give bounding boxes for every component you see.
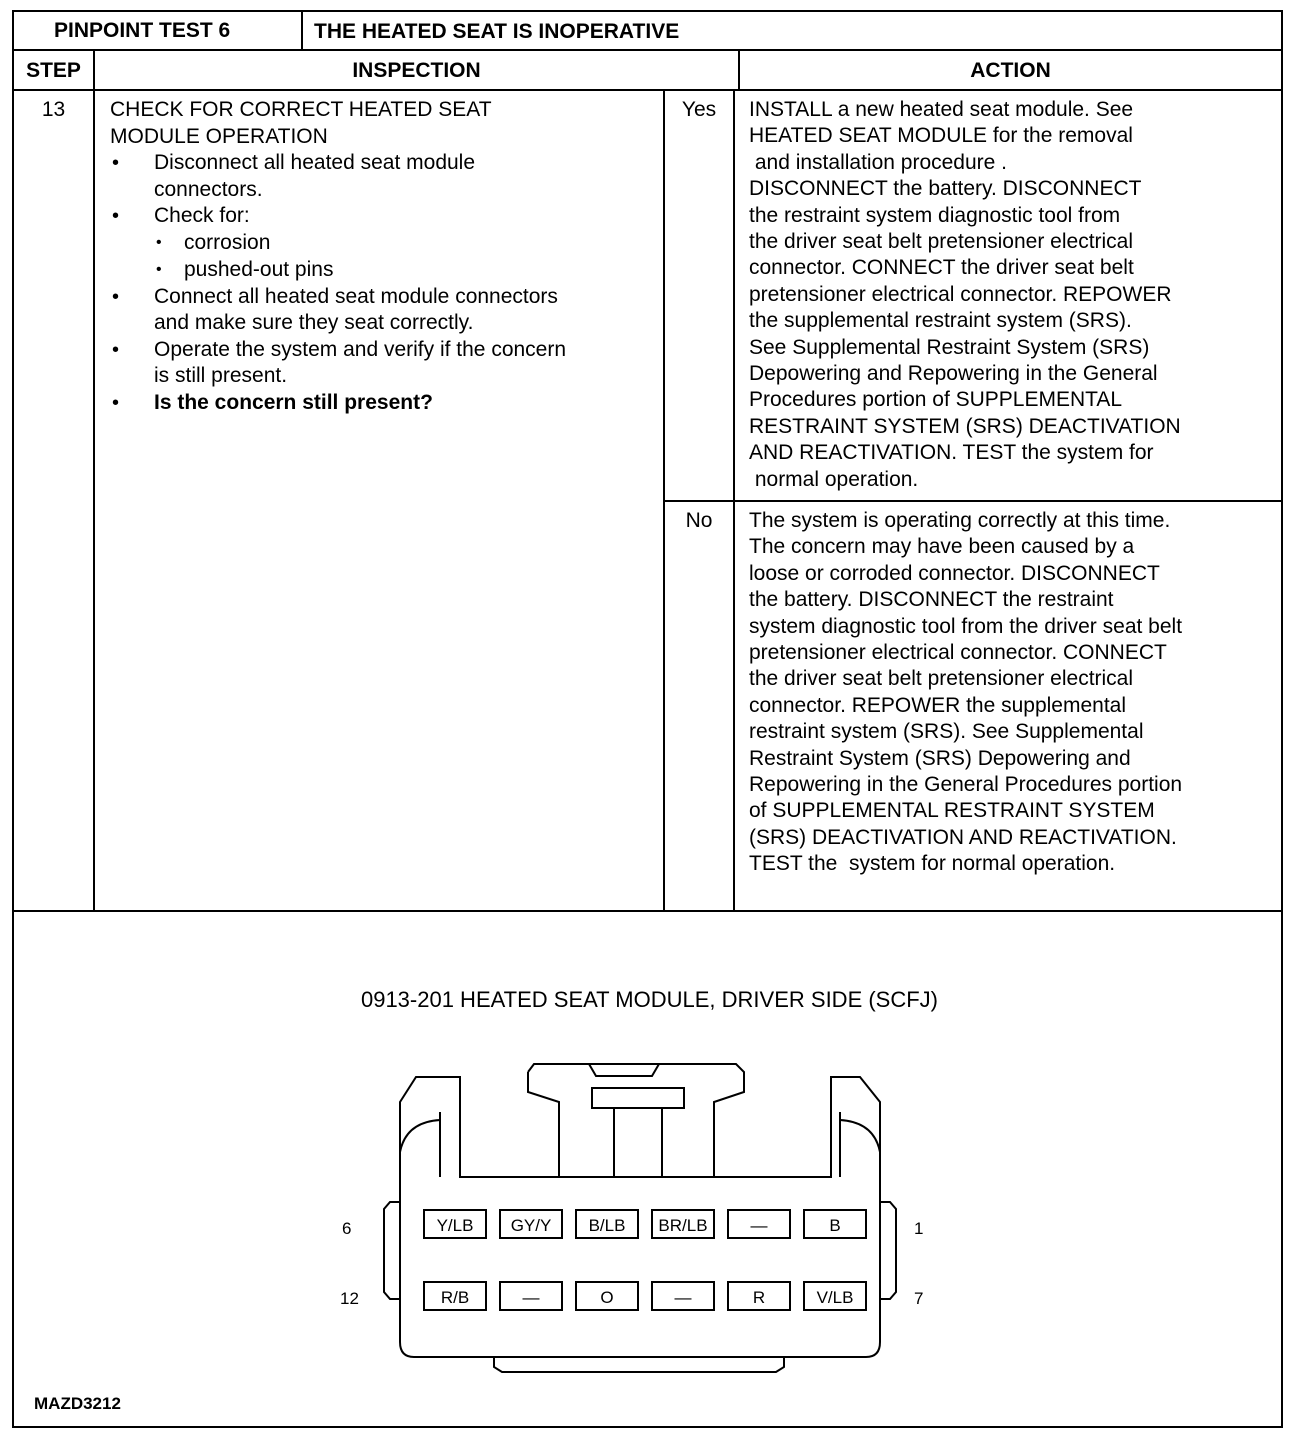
sub-bullet-dot: • bbox=[156, 261, 162, 278]
latch-outline bbox=[528, 1064, 744, 1177]
pin-wire-color: — bbox=[522, 1288, 540, 1307]
pin-number-1: 1 bbox=[914, 1219, 924, 1238]
no-label: No bbox=[685, 509, 713, 532]
action-line: RESTRAINT SYSTEM (SRS) DEACTIVATION bbox=[749, 414, 1181, 438]
action-line: Repowering in the General Procedures portion bbox=[749, 773, 1183, 797]
action-line: the driver seat belt pretensioner electrical bbox=[749, 230, 1134, 254]
action-line: system diagnostic tool from the driver seat belt bbox=[749, 614, 1183, 638]
right-bracket bbox=[880, 1202, 896, 1299]
right-curve bbox=[840, 1120, 880, 1152]
action-line: (SRS) DEACTIVATION AND REACTIVATION. bbox=[749, 825, 1177, 849]
pin-wire-color: BR/LB bbox=[658, 1216, 708, 1235]
pin-wire-color: R bbox=[752, 1288, 766, 1307]
action-line: Procedures portion of SUPPLEMENTAL bbox=[749, 388, 1123, 412]
action-line: HEATED SEAT MODULE for the removal bbox=[749, 124, 1133, 148]
action-line: of SUPPLEMENTAL RESTRAINT SYSTEM bbox=[749, 799, 1155, 823]
yes-label: Yes bbox=[681, 98, 717, 121]
action-line: The concern may have been caused by a bbox=[749, 535, 1135, 559]
bullet-text: Check for: bbox=[154, 204, 250, 227]
latch-tab bbox=[592, 1088, 684, 1108]
connector-caption: 0913-201 HEATED SEAT MODULE, DRIVER SIDE (SCFJ) bbox=[360, 987, 939, 1012]
action-line: the driver seat belt pretensioner electrical bbox=[749, 667, 1134, 691]
bullet-text: Connect all heated seat module connectors bbox=[154, 285, 558, 308]
action-line: pretensioner electrical connector. CONNECT bbox=[749, 641, 1167, 665]
left-curve bbox=[400, 1120, 440, 1152]
pin-wire-color: R/B bbox=[440, 1288, 470, 1307]
action-line: normal operation. bbox=[749, 467, 919, 491]
pin-wire-color: GY/Y bbox=[510, 1216, 552, 1235]
pin-wire-color: B/LB bbox=[588, 1216, 626, 1235]
connector-diagram bbox=[14, 12, 1281, 1430]
bullet-dot: • bbox=[112, 286, 120, 308]
bullet-dot: • bbox=[112, 339, 120, 361]
action-line: connector. REPOWER the supplemental bbox=[749, 693, 1127, 717]
bullet-text: and make sure they seat correctly. bbox=[154, 311, 474, 334]
bullet-dot: • bbox=[112, 152, 120, 174]
action-column-header: ACTION bbox=[970, 59, 1051, 82]
action-line: DISCONNECT the battery. DISCONNECT bbox=[749, 177, 1142, 201]
bullet-dot: • bbox=[112, 205, 120, 227]
sub-bullet-text: corrosion bbox=[184, 231, 271, 254]
pin-number-6: 6 bbox=[342, 1219, 352, 1238]
figure-id: MAZD3212 bbox=[34, 1394, 121, 1413]
pin-wire-color: — bbox=[750, 1216, 768, 1235]
bottom-key bbox=[494, 1357, 784, 1372]
question-text: Is the concern still present? bbox=[154, 391, 433, 414]
action-line: TEST the system for normal operation. bbox=[749, 852, 1116, 876]
action-line: and installation procedure . bbox=[749, 150, 1007, 174]
sub-bullet-dot: • bbox=[156, 234, 162, 251]
action-line: Depowering and Repowering in the General bbox=[749, 362, 1158, 386]
action-line: the supplemental restraint system (SRS). bbox=[749, 309, 1132, 333]
sub-bullet-text: pushed-out pins bbox=[184, 258, 334, 281]
action-line: See Supplemental Restraint System (SRS) bbox=[749, 335, 1150, 359]
action-line: restraint system (SRS). See Supplemental bbox=[749, 720, 1144, 744]
action-line: The system is operating correctly at this time. bbox=[749, 509, 1171, 532]
pin-wire-color: B bbox=[829, 1216, 841, 1235]
bullet-text: Operate the system and verify if the concern bbox=[154, 338, 567, 361]
bullet-text: is still present. bbox=[154, 364, 288, 387]
inspection-column-header: INSPECTION bbox=[352, 59, 481, 82]
inspection-title-line2: MODULE OPERATION bbox=[110, 125, 328, 148]
pin-wire-color: Y/LB bbox=[436, 1216, 474, 1235]
inspection-title-line1: CHECK FOR CORRECT HEATED SEAT bbox=[110, 98, 492, 121]
latch-notch bbox=[589, 1064, 659, 1076]
pinpoint-test-title: THE HEATED SEAT IS INOPERATIVE bbox=[314, 20, 680, 43]
action-line: INSTALL a new heated seat module. See bbox=[749, 98, 1134, 121]
action-line: connector. CONNECT the driver seat belt bbox=[749, 256, 1134, 280]
pin-number-7: 7 bbox=[914, 1289, 924, 1308]
step-column-header: STEP bbox=[26, 59, 81, 82]
bullet-dot: • bbox=[112, 392, 120, 414]
bullet-text: connectors. bbox=[154, 178, 263, 201]
pin-wire-color: O bbox=[600, 1288, 614, 1307]
bullet-text: Disconnect all heated seat module bbox=[154, 151, 476, 174]
action-line: pretensioner electrical connector. REPOWER bbox=[749, 282, 1172, 306]
action-line: AND REACTIVATION. TEST the system for bbox=[749, 441, 1154, 465]
action-line: the battery. DISCONNECT the restraint bbox=[749, 588, 1114, 612]
pinpoint-test-sheet bbox=[12, 10, 1283, 1428]
left-bracket bbox=[384, 1202, 400, 1299]
step-number: 13 bbox=[41, 98, 66, 121]
pin-wire-color: — bbox=[674, 1288, 692, 1307]
action-line: Restraint System (SRS) Depowering and bbox=[749, 746, 1131, 770]
action-line: loose or corroded connector. DISCONNECT bbox=[749, 561, 1160, 585]
action-line: the restraint system diagnostic tool from bbox=[749, 203, 1121, 227]
pinpoint-test-label: PINPOINT TEST 6 bbox=[54, 19, 231, 42]
pin-wire-color: V/LB bbox=[816, 1288, 854, 1307]
pin-number-12: 12 bbox=[340, 1289, 359, 1308]
